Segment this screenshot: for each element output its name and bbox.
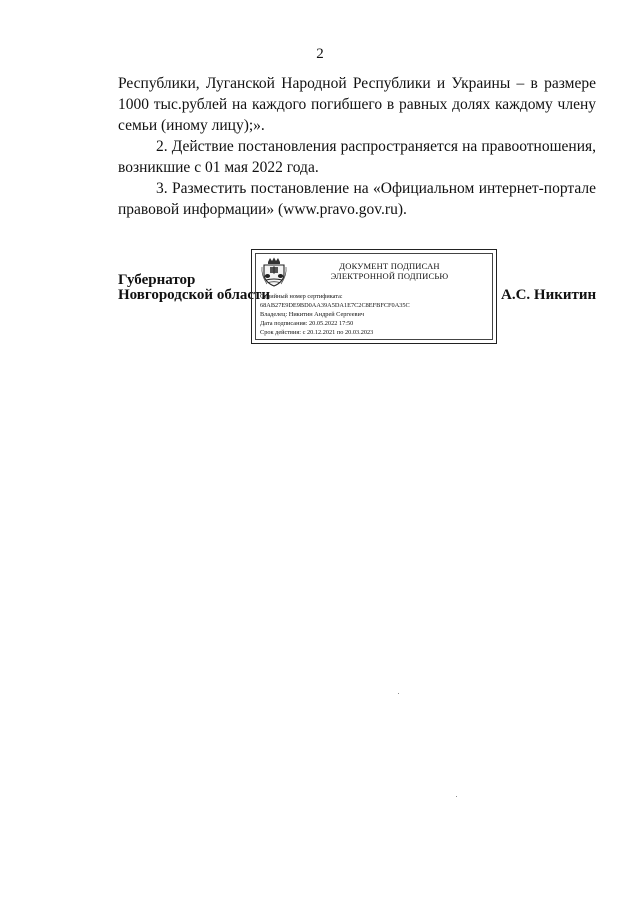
page-number: 2 xyxy=(316,46,324,62)
stamp-title-line-1: ДОКУМЕНТ ПОДПИСАН xyxy=(339,261,440,271)
document-body xyxy=(118,73,596,220)
certificate-owner: Владелец: Никитин Андрей Сергеевич xyxy=(260,311,365,318)
certificate-validity: Срок действия: с 20.12.2021 по 20.03.2023 xyxy=(260,329,374,336)
stamp-title xyxy=(292,261,487,281)
scan-speck xyxy=(456,796,457,797)
electronic-signature-stamp xyxy=(251,249,497,344)
certificate-label: Серийный номер сертификата: xyxy=(260,293,343,300)
signing-date: Дата подписания: 20.05.2022 17:50 xyxy=(260,320,354,327)
scan-speck xyxy=(398,693,399,694)
paragraph-item-2: 2. Действие постановления распространяется на правоотношения, возникшие с 01 мая 2022 года. xyxy=(118,138,596,176)
signer-position xyxy=(118,273,270,303)
stamp-title-line-2: ЭЛЕКТРОННОЙ ПОДПИСЬЮ xyxy=(330,271,449,281)
paragraph-continuation: Республики, Луганской Народной Республики и Украины – в размере 1000 тыс.рублей на каждого погибшего в равных долях каждому члену семьи (иному лицу);». xyxy=(118,75,596,134)
signer-position-line-2: Новгородской области xyxy=(118,287,271,303)
paragraph-item-3: 3. Разместить постановление на «Официальном интернет-портале правовой информации» (www.pravo.gov.ru). xyxy=(118,180,596,218)
signer-position-line-1: Губернатор xyxy=(118,272,196,288)
certificate-number: 68AB27E9DE9BD0AA39A5DA1E7C2C8EFBFCF0A35C xyxy=(260,302,410,309)
signer-name: А.С. Никитин xyxy=(501,287,597,303)
stamp-details xyxy=(260,292,492,337)
novgorod-coat-of-arms-icon xyxy=(260,257,288,287)
